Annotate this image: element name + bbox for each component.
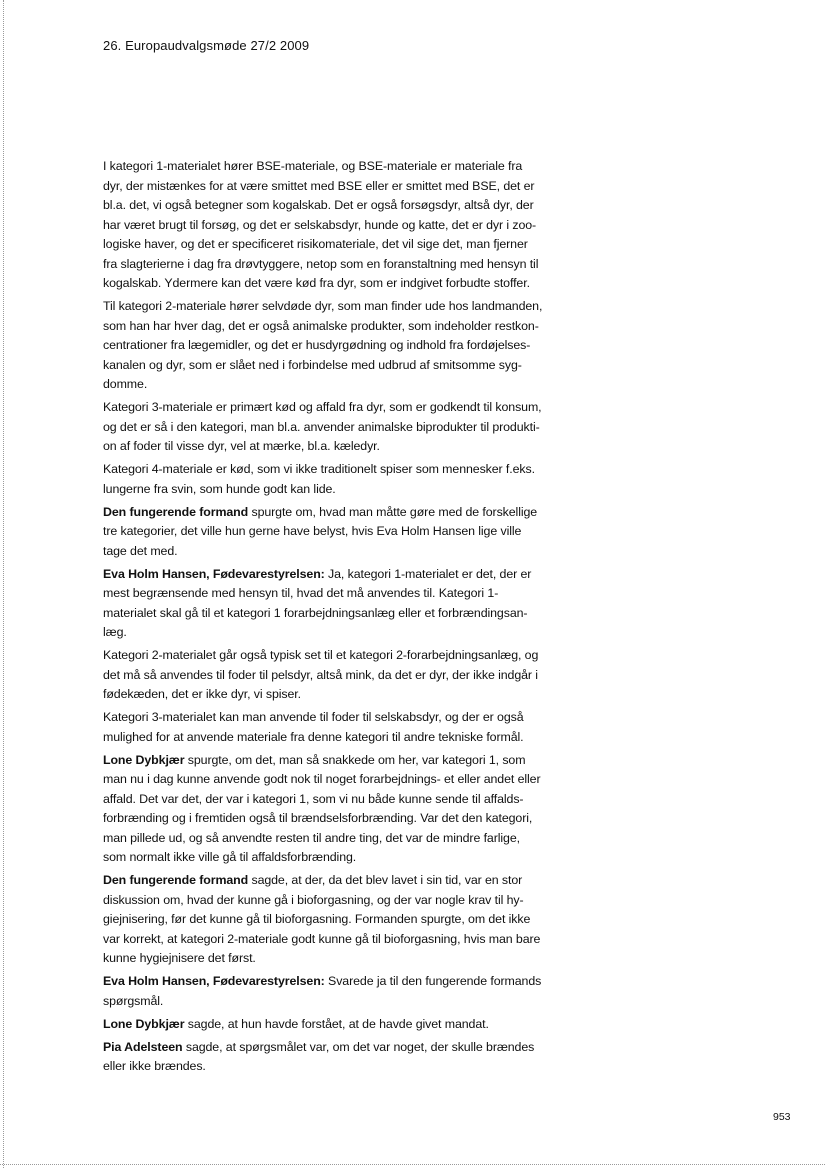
text-line: affald. Det var det, der var i kategori 1, som vi nu både kunne sende til affalds-	[103, 791, 524, 806]
text-line: kanalen og dyr, som er slået ned i forbindelse med udbrud af smitsomme syg-	[103, 357, 522, 372]
text-line: fra slagterierne i dag fra drøvtyggere, netop som en foranstaltning med hensyn til	[103, 256, 539, 271]
scan-edge-bottom	[0, 1164, 825, 1165]
line-text: sagde, at der, da det blev lavet i sin tid, var en stor	[248, 873, 523, 887]
paragraph	[103, 157, 593, 294]
text-line: Kategori 2-materialet går også typisk set til et kategori 2-forarbejdningsanlæg, og	[103, 648, 539, 662]
text-line: kogalskab. Ydermere kan det være kød fra dyr, som er indgivet forbudte stoffer.	[103, 276, 530, 290]
text-line	[103, 1038, 593, 1058]
text-line: forbrænding og i fremtiden også til brændselsforbrænding. Var det den kategori,	[103, 811, 533, 825]
line-text: sagde, at spørgsmålet var, om det var noget, der skulle brændes	[182, 1039, 535, 1054]
paragraph	[103, 646, 593, 705]
text-line: man nu i dag kunne anvende godt nok til noget forarbejdnings- et eller andet eller	[103, 772, 541, 786]
text-line	[103, 972, 593, 992]
page-number: 953	[773, 1111, 791, 1123]
paragraph	[103, 708, 593, 747]
paragraph	[103, 460, 593, 499]
paragraph	[103, 972, 593, 1011]
text-line: kunne hygiejnisere det først.	[103, 951, 256, 965]
text-line	[103, 751, 593, 771]
text-line: logiske haver, og det er specificeret risikomateriale, det vil sige det, man fjerner	[103, 237, 528, 251]
text-line: mest begrænsende med hensyn til, hvad det må anvendes til. Kategori 1-	[103, 586, 499, 600]
paragraph	[103, 503, 593, 562]
speaker-name: Pia Adelsteen	[103, 1039, 183, 1054]
line-text: spurgte om, hvad man måtte gøre med de forskellige	[248, 504, 538, 519]
paragraph	[103, 297, 593, 395]
paragraph	[103, 398, 593, 457]
text-line: on af foder til visse dyr, vel at mærke, bl.a. kæledyr.	[103, 439, 380, 453]
scan-edge-left	[3, 0, 4, 1168]
speaker-name: Lone Dybkjær	[103, 1016, 185, 1031]
text-line	[103, 1015, 593, 1035]
text-line: domme.	[103, 377, 148, 391]
text-line: lungerne fra svin, som hunde godt kan lide.	[103, 481, 336, 496]
paragraph	[103, 1038, 593, 1077]
line-text: sagde, at hun havde forstået, at de havde givet mandat.	[184, 1016, 489, 1031]
text-line: som han har hver dag, det er også animalske produkter, som indeholder restkon-	[103, 318, 539, 333]
text-line: det må så anvendes til foder til pelsdyr, altså mink, da det er dyr, der ikke indgår i	[103, 667, 538, 682]
text-line: tre kategorier, det ville hun gerne have belyst, hvis Eva Holm Hansen lige ville	[103, 524, 522, 538]
text-line: dyr, der mistænkes for at være smittet med BSE eller er smittet med BSE, det er	[103, 178, 535, 193]
text-line: Til kategori 2-materiale hører selvdøde dyr, som man finder ude hos landmanden,	[103, 299, 543, 313]
text-line: I kategori 1-materialet hører BSE-materiale, og BSE-materiale er materiale fra	[103, 159, 523, 173]
text-line: diskussion om, hvad der kunne gå i bioforgasning, og der var nogle krav til hy-	[103, 892, 524, 907]
line-text: spurgte, om det, man så snakkede om her, var kategori 1, som	[184, 752, 526, 767]
line-text: Ja, kategori 1-materialet er det, der er	[324, 566, 532, 581]
text-line: giejnisering, før det kunne gå til bioforgasning. Formanden spurgte, om det ikke	[103, 912, 531, 926]
text-line	[103, 503, 593, 523]
text-line: eller ikke brændes.	[103, 1059, 206, 1073]
text-line: som normalt ikke ville gå til affaldsforbrænding.	[103, 850, 357, 864]
speaker-name: Eva Holm Hansen, Fødevarestyrelsen:	[103, 566, 325, 581]
text-line: man pillede ud, og så anvendte resten til andre ting, det var de mindre farlige,	[103, 830, 520, 845]
line-text: Svarede ja til den fungerende formands	[324, 974, 542, 988]
paragraph	[103, 751, 593, 868]
text-line	[103, 871, 593, 891]
paragraph	[103, 871, 593, 969]
text-line: tage det med.	[103, 543, 178, 558]
speaker-name: Lone Dybkjær	[103, 752, 185, 767]
text-line: har været brugt til forsøg, og det er selskabsdyr, hunde og katte, det er dyr i zoo-	[103, 217, 537, 232]
text-line: centrationer fra lægemidler, og det er husdyrgødning og indhold fra fordøjelses-	[103, 338, 531, 352]
text-line: Kategori 3-materiale er primært kød og affald fra dyr, som er godkendt til konsum,	[103, 400, 542, 414]
text-line: Kategori 4-materiale er kød, som vi ikke traditionelt spiser som mennesker f.eks.	[103, 462, 535, 476]
text-line: materialet skal gå til et kategori 1 forarbejdningsanlæg eller et forbrændingsan-	[103, 605, 528, 620]
text-line: læg.	[103, 625, 127, 639]
document-body	[103, 157, 593, 1080]
page-header: 26. Europaudvalgsmøde 27/2 2009	[103, 38, 310, 53]
speaker-name: Den fungerende formand	[103, 504, 249, 519]
text-line: fødekæden, det er ikke dyr, vi spiser.	[103, 687, 301, 701]
speaker-name: Den fungerende formand	[103, 873, 249, 887]
text-line: bl.a. det, vi også betegner som kogalskab. Det er også forsøgsdyr, altså dyr, der	[103, 198, 534, 212]
paragraph	[103, 1015, 593, 1035]
text-line	[103, 565, 593, 585]
text-line: og det er så i den kategori, man bl.a. anvender animalske biprodukter til produkti-	[103, 419, 540, 434]
text-line: mulighed for at anvende materiale fra denne kategori til andre tekniske formål.	[103, 729, 524, 744]
text-line: var korrekt, at kategori 2-materiale godt kunne gå til bioforgasning, hvis man bare	[103, 931, 541, 946]
text-line: Kategori 3-materialet kan man anvende til foder til selskabsdyr, og der er også	[103, 710, 524, 724]
paragraph	[103, 565, 593, 643]
speaker-name: Eva Holm Hansen, Fødevarestyrelsen:	[103, 974, 325, 988]
text-line: spørgsmål.	[103, 993, 164, 1008]
